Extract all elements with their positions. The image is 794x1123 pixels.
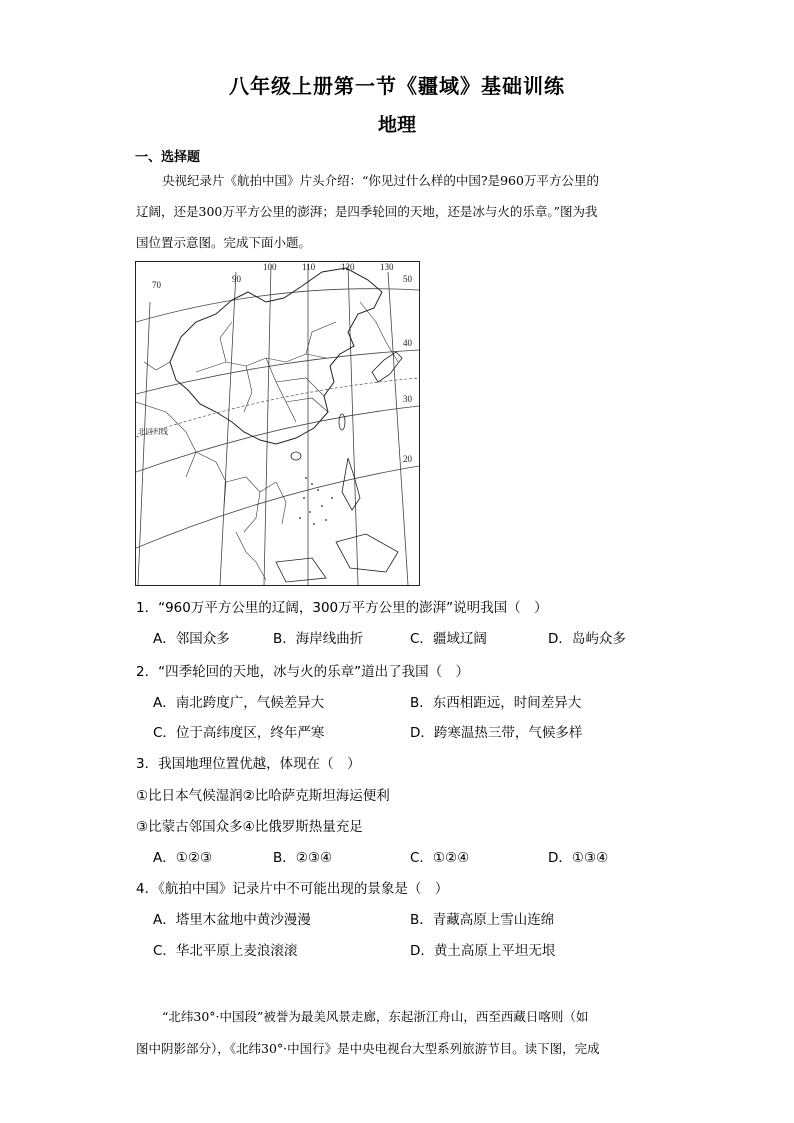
question-3-statement-2: ③比蒙古邻国众多④比俄罗斯热量充足	[136, 819, 363, 835]
question-2-option-b[interactable]: B．东西相距远，时间差异大	[410, 695, 582, 711]
islands	[276, 352, 402, 582]
page-title: 八年级上册第一节《疆域》基础训练	[229, 74, 565, 98]
question-3-stem: 3．我国地理位置优越，体现在（ ）	[136, 756, 361, 772]
question-3-statement-1: ①比日本气候湿润②比哈萨克斯坦海运便利	[136, 788, 390, 804]
province-lines	[196, 322, 336, 422]
question-4-option-d[interactable]: D．黄土高原上平坦无垠	[410, 943, 556, 959]
parallel-lines	[136, 289, 419, 548]
lon-label-90: 90	[232, 274, 241, 284]
question-3-option-d[interactable]: D．①③④	[548, 850, 609, 866]
question-3-option-b[interactable]: B．②③④	[273, 850, 333, 866]
lon-label-110: 110	[302, 262, 316, 272]
map-drawing	[136, 262, 419, 585]
question-3-option-c[interactable]: C．①②④	[410, 850, 470, 866]
passage-1-line-1: 央视纪录片《航拍中国》片头介绍：“你见过什么样的中国?是960万平方公里的	[162, 173, 599, 188]
question-4-option-a[interactable]: A．塔里木盆地中黄沙漫漫	[153, 912, 311, 928]
passage-2-line-1: “北纬30°·中国段”被誉为最美风景走廊，东起浙江舟山，西至西藏日喀则（如	[162, 1009, 589, 1024]
passage-2-line-2: 图中阴影部分），《北纬30°·中国行》是中央电视台大型系列旅游节目。读下图，完成	[136, 1041, 600, 1056]
question-1-option-b[interactable]: B．海岸线曲折	[273, 631, 364, 647]
question-2-option-d[interactable]: D．跨寒温热三带，气候多样	[410, 725, 583, 741]
lon-label-130: 130	[380, 262, 394, 272]
question-4-option-b[interactable]: B．青藏高原上雪山连绵	[410, 912, 555, 928]
section-heading: 一、选择题	[135, 150, 201, 165]
lat-label-40: 40	[403, 338, 412, 348]
question-2-option-a[interactable]: A．南北跨度广，气候差异大	[153, 695, 325, 711]
lon-label-120: 120	[341, 262, 355, 272]
china-location-map	[135, 261, 420, 586]
lon-label-70: 70	[152, 280, 161, 290]
lat-label-50: 50	[403, 274, 412, 284]
question-2-option-c[interactable]: C．位于高纬度区，终年严寒	[153, 725, 325, 741]
question-1-option-c[interactable]: C．疆域辽阔	[410, 631, 487, 647]
south-sea-islands	[299, 477, 333, 525]
lat-label-30: 30	[403, 394, 412, 404]
question-1-option-a[interactable]: A．邻国众多	[153, 631, 230, 647]
tropic-line	[136, 378, 419, 437]
question-1-option-d[interactable]: D．岛屿众多	[548, 631, 626, 647]
lat-label-20: 20	[403, 454, 412, 464]
tropic-label: 北回归线	[138, 427, 168, 436]
question-3-option-a[interactable]: A．①②③	[153, 850, 213, 866]
question-2-stem: 2．“四季轮回的天地，冰与火的乐章”道出了我国（ ）	[136, 664, 470, 680]
question-1-stem: 1．“960万平方公里的辽阔，300万平方公里的澎湃”说明我国（ ）	[136, 600, 548, 616]
question-4-option-c[interactable]: C．华北平原上麦浪滚滚	[153, 943, 298, 959]
lon-label-100: 100	[263, 262, 277, 272]
question-4-stem: 4．《航拍中国》记录片中不可能出现的景象是（ ）	[136, 881, 449, 897]
passage-1-line-3: 国位置示意图。完成下面小题。	[136, 235, 312, 250]
subject-title: 地理	[377, 114, 416, 136]
passage-1-line-2: 辽阔，还是300万平方公里的澎湃；是四季轮回的天地，还是冰与火的乐章。”图为我	[136, 204, 598, 219]
